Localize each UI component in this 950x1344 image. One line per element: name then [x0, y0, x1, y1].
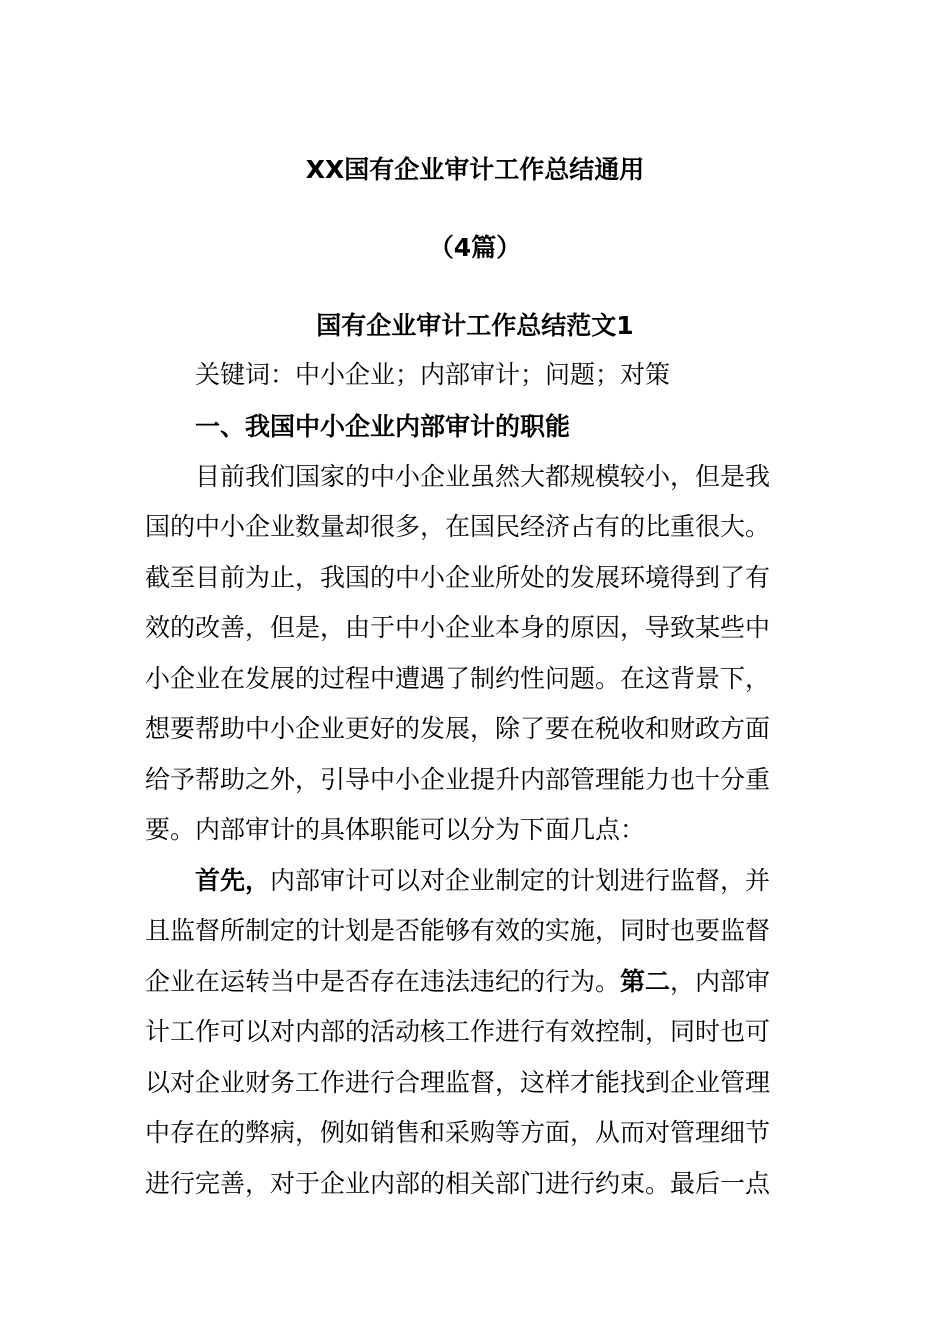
paragraph-line: 效的改善，但是，由于中小企业本身的原因，导致某些中 — [145, 613, 771, 642]
paragraph-line: 截至目前为止，我国的中小企业所处的发展环境得到了有 — [145, 563, 771, 592]
paragraph-line — [145, 965, 810, 999]
paragraph-line: 以对企业财务工作进行合理监督，这样才能找到企业管理 — [145, 1068, 771, 1097]
paragraph-text: ，内部审 — [670, 967, 771, 996]
paragraph-line: 小企业在发展的过程中遭遇了制约性问题。在这背景下， — [145, 664, 771, 693]
section-heading: 一、我国中小企业内部审计的职能 — [195, 412, 571, 441]
keywords-line: 关键词：中小企业；内部审计；问题；对策 — [195, 360, 671, 389]
paragraph-text: 内部审计可以对企业制定的计划进行监督，并 — [270, 866, 771, 895]
paragraph-text: 企业在运转当中是否存在违法违纪的行为。 — [145, 967, 621, 996]
paragraph-line — [195, 864, 810, 898]
paragraph-line: 国的中小企业数量却很多，在国民经济占有的比重很大。 — [145, 512, 771, 541]
paragraph-line: 给予帮助之外，引导中小企业提升内部管理能力也十分重 — [145, 765, 771, 794]
section-title: 国有企业审计工作总结范文1 — [316, 311, 634, 340]
paragraph-line: 要。内部审计的具体职能可以分为下面几点： — [145, 815, 646, 844]
paragraph-line: 进行完善，对于企业内部的相关部门进行约束。最后一点 — [145, 1169, 771, 1198]
document-title: XX国有企业审计工作总结通用 — [305, 155, 645, 184]
document-subtitle: （4篇） — [428, 233, 522, 262]
emphasis-first: 首先， — [195, 866, 271, 895]
emphasis-second: 第二 — [620, 967, 671, 996]
paragraph-line: 中存在的弊病，例如销售和采购等方面，从而对管理细节 — [145, 1118, 771, 1147]
paragraph-line: 想要帮助中小企业更好的发展，除了要在税收和财政方面 — [145, 714, 771, 743]
paragraph-line: 目前我们国家的中小企业虽然大都规模较小，但是我 — [195, 462, 771, 491]
paragraph-line: 计工作可以对内部的活动核工作进行有效控制，同时也可 — [145, 1017, 771, 1046]
paragraph-line: 且监督所制定的计划是否能够有效的实施，同时也要监督 — [145, 916, 771, 945]
